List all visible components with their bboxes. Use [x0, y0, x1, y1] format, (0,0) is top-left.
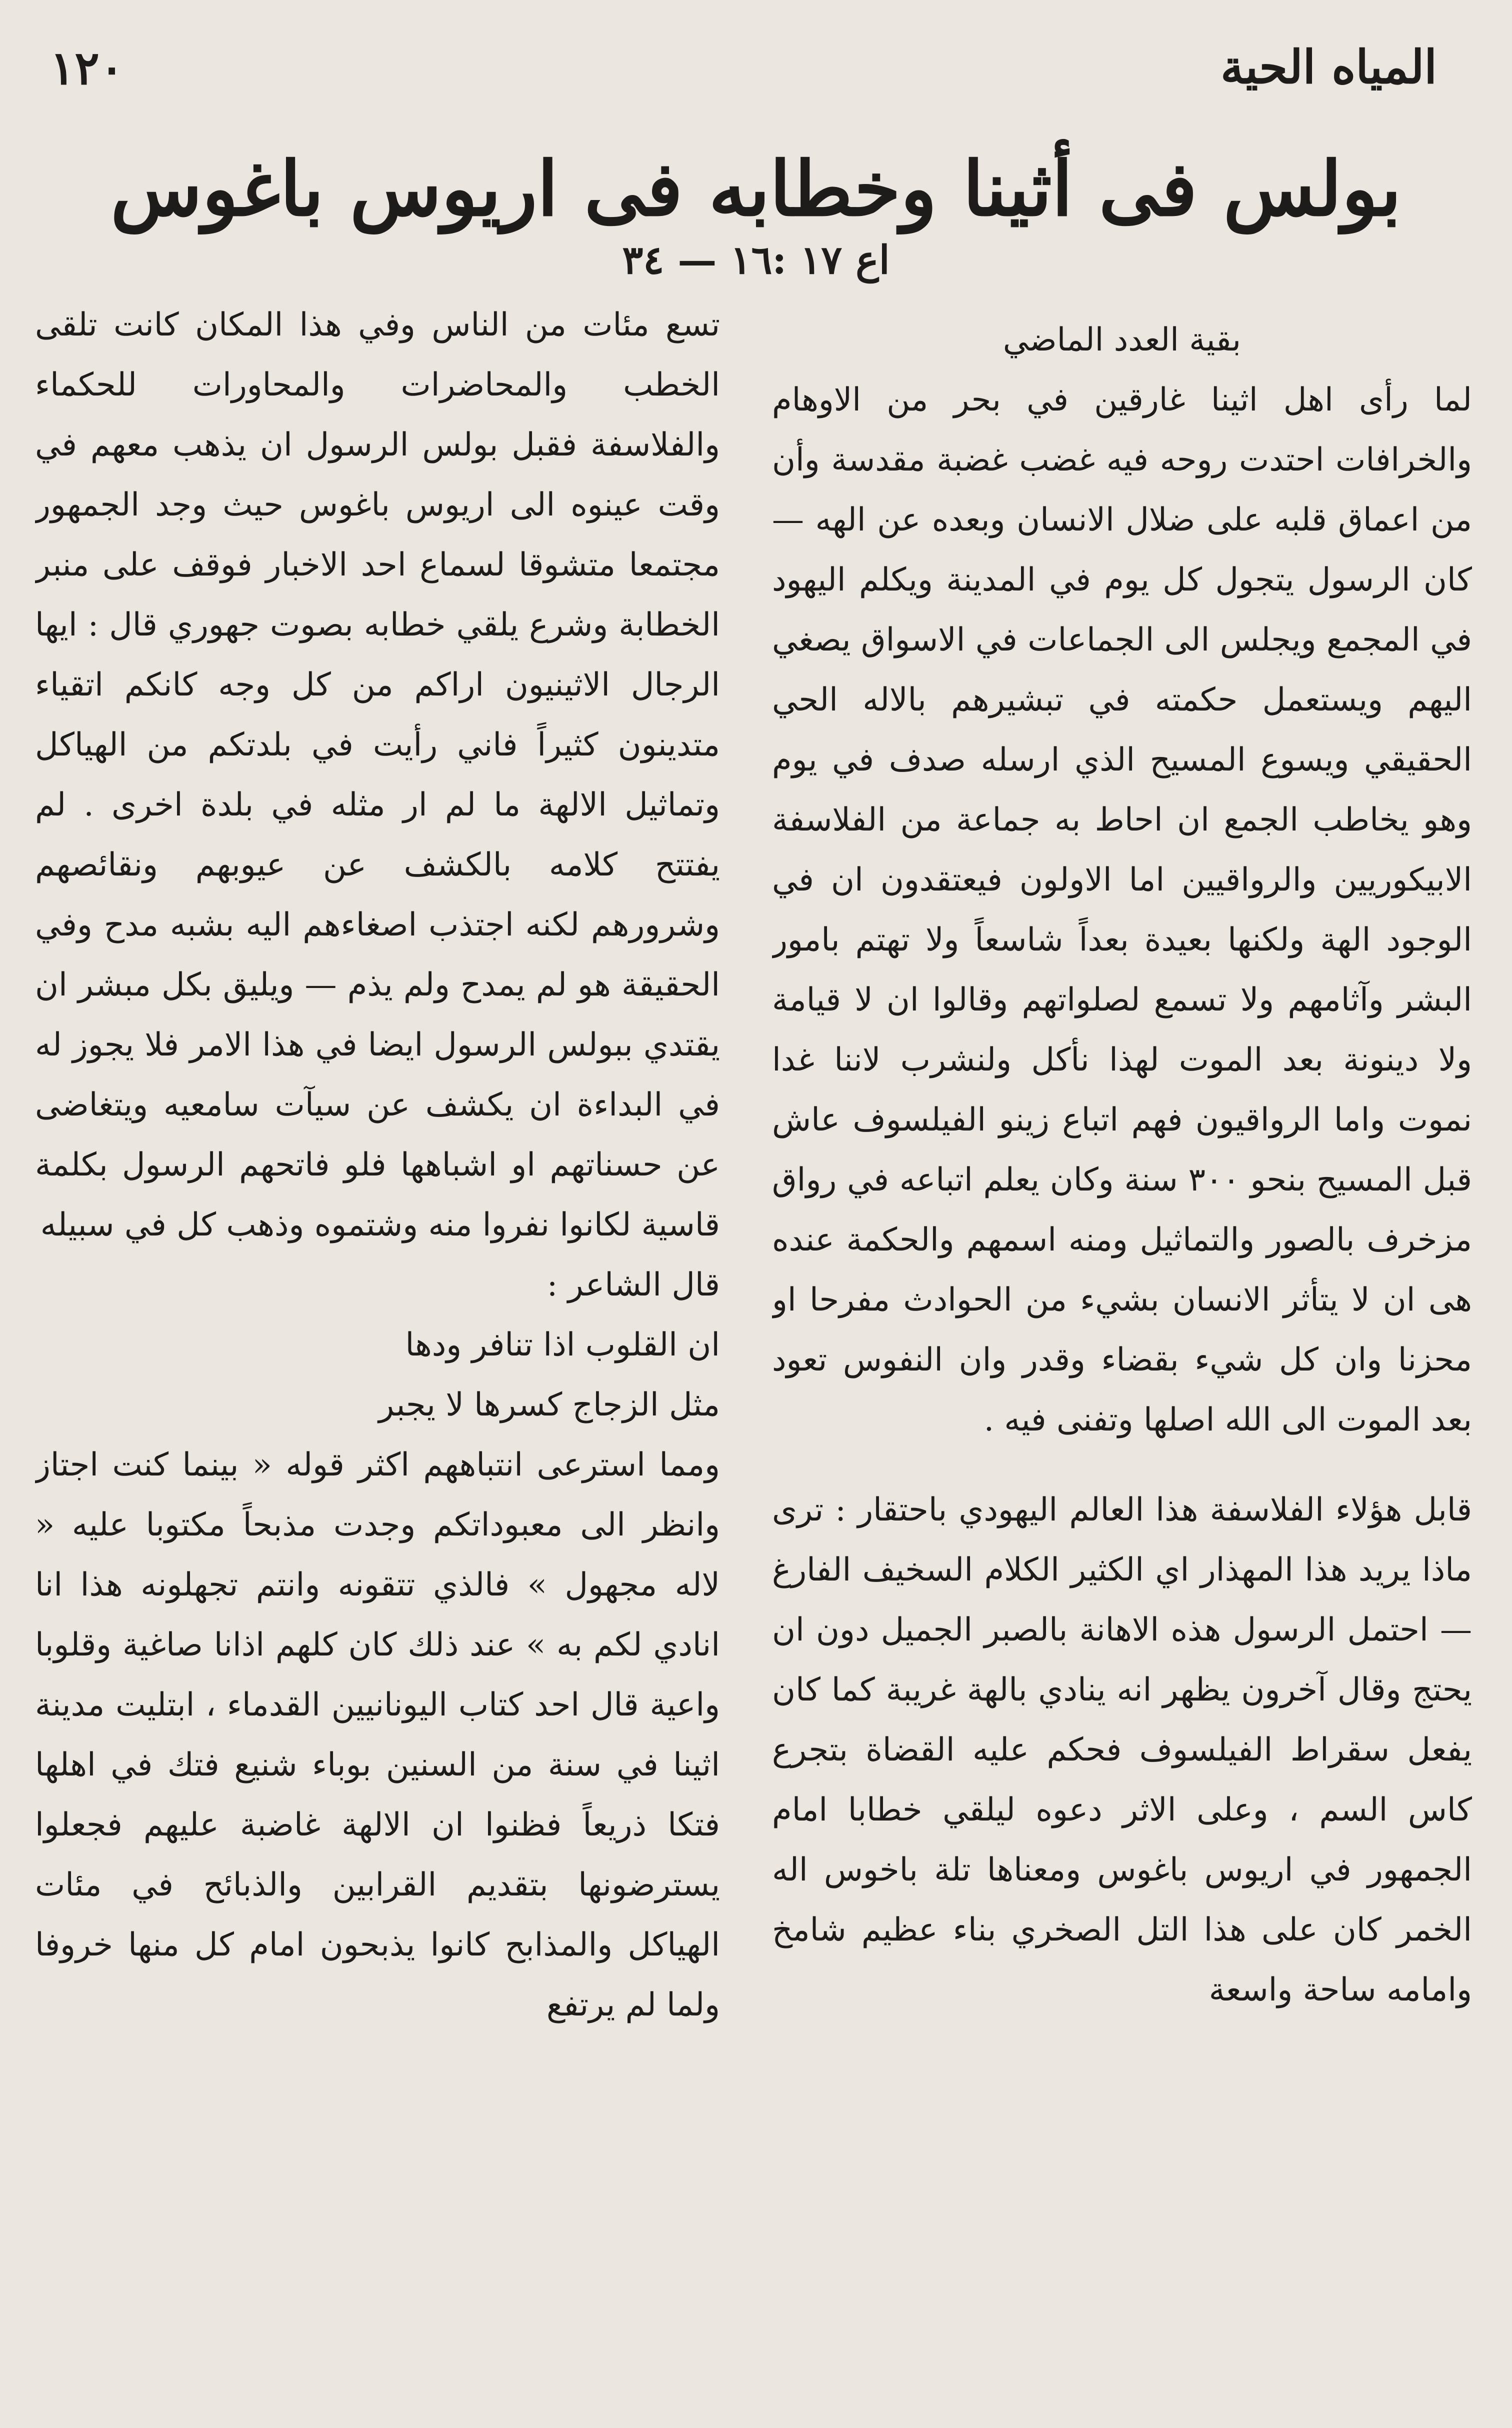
paragraph: قابل هؤلاء الفلاسفة هذا العالم اليهودي باحتقار : ترى ماذا يريد هذا المهذار اي الكثير الكلام السخيف الفارغ — احتمل الرسول هذه الاهانة بالصبر الجميل دون ان يحتج وقال آخرون يظهر انه ينادي بالهة غريبة كما كان يفعل سقراط الفيلسوف فحكم عليه القضاة بتجرع كاس السم ، وعلى الاثر دعوه ليلقي خطابا امام الجمهور في اريوس باغوس ومعناها تلة باخوس اله الخمر كان على هذا التل الصخري بناء عظيم شامخ وامامه ساحة واسعة [772, 1492, 1472, 2008]
paragraph-spacer [772, 1450, 1472, 1480]
paragraph: تسع مئات من الناس وفي هذا المكان كانت تلقى الخطب والمحاضرات والمحاورات للحكماء والفلاسفة فقبل بولس الرسول ان يذهب معهم في وقت عينوه الى اريوس باغوس حيث وجد الجمهور مجتمعا متشوقا لسماع احد الاخبار فوقف على منبر الخطابة وشرع يلقي خطابه بصوت جهوري قال : ايها الرجال الاثينيون اراكم من كل وجه كانكم اتقياء متدينون كثيراً فاني رأيت في بلدتكم من الهياكل وتماثيل الالهة ما لم ار مثله في بلدة اخرى . لم يفتتح كلامه بالكشف عن عيوبهم ونقائصهم وشرورهم لكنه اجتذب اصغاءهم اليه بشبه مدح وفي الحقيقة هو لم يمدح ولم يذم — ويليق بكل مبشر ان يقتدي ببولس الرسول ايضا في هذا الامر فلا يجوز له في البداءة ان يكشف عن سيآت سامعيه ويتغاضى عن حسناتهم او اشباهها فلو فاتحهم الرسول بكلمة قاسية لكانوا نفروا منه وشتموه وذهب كل في سبيله [35, 306, 720, 1244]
paragraph: ومما استرعى انتباههم اكثر قوله « بينما كنت اجتاز وانظر الى معبوداتكم وجدت مذبحاً مكتوبا عليه « لاله مجهول » فالذي تتقونه وانتم تجهلونه هذا انا انادي لكم به » عند ذلك كان كلهم اذانا صاغية وقلوبا واعية قال احد كتاب اليونانيين القدماء ، ابتليت مدينة اثينا في سنة من السنين بوباء شنيع فتك في اهلها فتكا ذريعاً فظنوا ان الالهة غاضبة عليهم فجعلوا يسترضونها بتقديم القرابين والذبائح في مئات الهياكل والمذابح كانوا يذبحون امام كل منها خروفا ولما لم يرتفع [35, 1446, 720, 2024]
page-number: ١٢٠ [50, 41, 124, 95]
continued-note: بقية العدد الماضي [1002, 322, 1242, 358]
scripture-reference: اع ١٧ :١٦ — ٣٤ [622, 238, 890, 283]
article-title: بولس فى أثينا وخطابه فى اريوس باغوس [110, 145, 1402, 233]
publication-name: المياه الحية [1220, 40, 1437, 94]
text-column-right [772, 310, 1472, 2400]
poem-verse: مثل الزجاج كسرها لا يجبر [378, 1386, 720, 1424]
poem-verse: ان القلوب اذا تنافر ودها [405, 1326, 720, 1364]
poem-intro: قال الشاعر : [546, 1266, 720, 1304]
paragraph: لما رأى اهل اثينا غارقين في بحر من الاوهام والخرافات احتدت روحه فيه غضب غضبة مقدسة وأن من اعماق قلبه على ضلال الانسان وبعده عن الهه — كان الرسول يتجول كل يوم في المدينة ويكلم اليهود في المجمع ويجلس الى الجماعات في الاسواق يصغي اليهم ويستعمل حكمته في تبشيرهم بالاله الحي الحقيقي ويسوع المسيح الذي ارسله صدف في يوم وهو يخاطب الجمع ان احاط به جماعة من الفلاسفة الابيكوريين والرواقيين اما الاولون فيعتقدون ان في الوجود الهة ولكنها بعيدة بعداً شاسعاً ولا تهتم بامور البشر وآثامهم ولا تسمع لصلواتهم وقالوا ان لا قيامة ولا دينونة بعد الموت لهذا نأكل ولنشرب لاننا غدا نموت واما الرواقيون فهم اتباع زينو الفيلسوف عاش قبل المسيح بنحو ٣٠٠ سنة وكان يعلم اتباعه في رواق مزخرف بالصور والتماثيل ومنه اسمهم والحكمة عنده هى ان لا يتأثر الانسان بشيء من الحوادث مفرحا او محزنا وان كل شيء بقضاء وقدر وان النفوس تعود بعد الموت الى الله اصلها وتفنى فيه . [772, 382, 1472, 1438]
text-column-left [35, 295, 720, 2400]
